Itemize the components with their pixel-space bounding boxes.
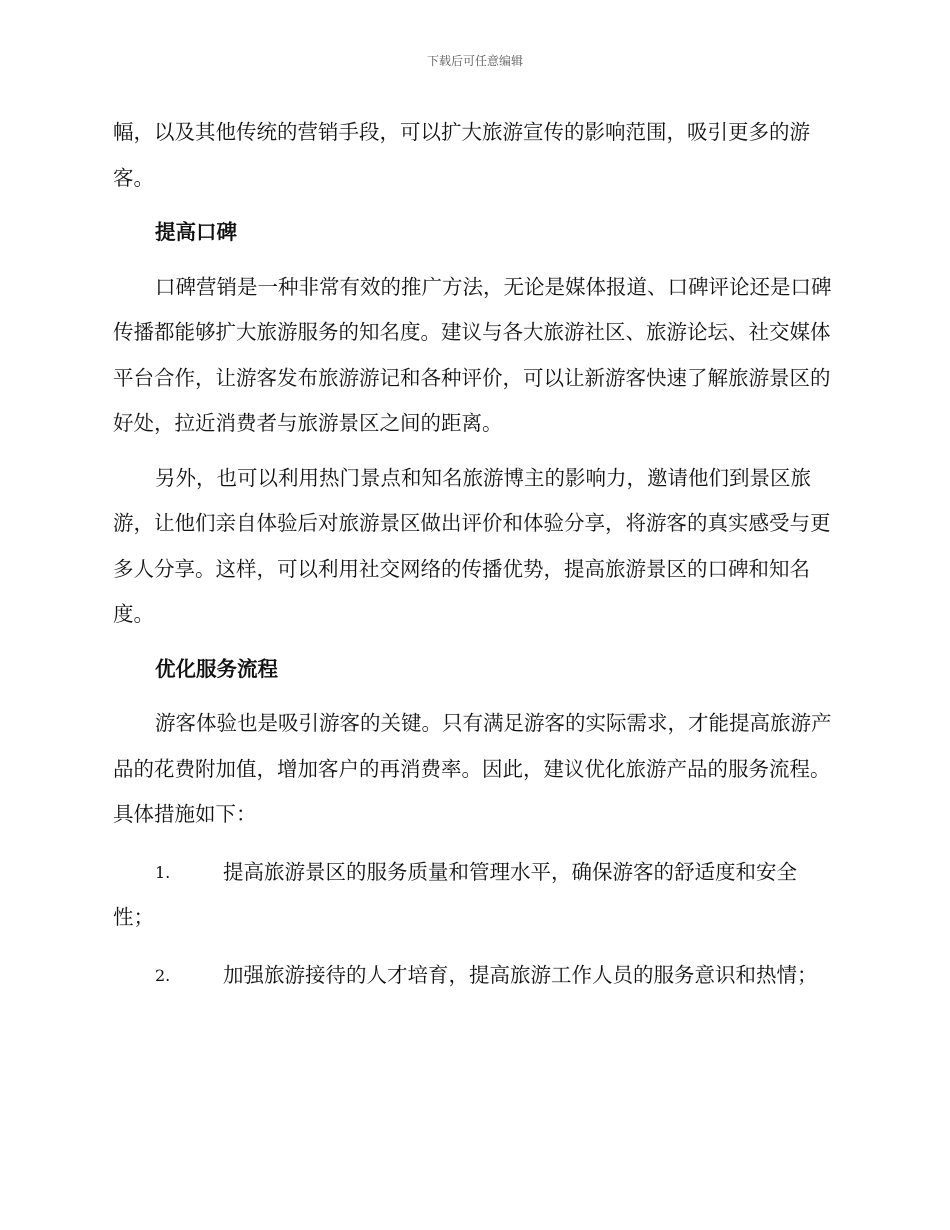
- list-number: 1.: [155, 862, 171, 882]
- section-heading: 优化服务流程: [155, 656, 278, 681]
- document-body: [113, 110, 835, 1010]
- paragraph: 口碑营销是一种非常有效的推广方法，无论是媒体报道、口碑评论还是口碑传播都能够扩大旅游服务的知名度。建议与各大旅游社区、旅游论坛、社交媒体平台合作，让游客发布旅游游记和各种评价，可以让新游客快速了解旅游景区的好处，拉近消费者与旅游景区之间的距离。: [113, 274, 832, 435]
- paragraph: 游客体验也是吸引游客的关键。只有满足游客的实际需求，才能提高旅游产品的花费附加值，增加客户的再消费率。因此，建议优化旅游产品的服务流程。具体措施如下：: [113, 711, 832, 826]
- list-number: 2.: [155, 965, 171, 985]
- list-item-text: 加强旅游接待的人才培育，提高旅游工作人员的服务意识和热情；: [223, 962, 818, 987]
- list-item-text: 提高旅游景区的服务质量和管理水平，确保游客的舒适度和安全性；: [113, 859, 797, 929]
- list-item: [113, 953, 835, 999]
- page-header: 下载后可任意编辑: [426, 54, 523, 68]
- section-heading: 提高口碑: [155, 220, 237, 244]
- paragraph: 另外，也可以利用热门景点和知名旅游博主的影响力，邀请他们到景区旅游，让他们亲自体验后对旅游景区做出评价和体验分享，将游客的真实感受与更多人分享。这样，可以利用社交网络的传播优势，提高旅游景区的口碑和知名度。: [113, 465, 831, 626]
- list-item: [113, 850, 835, 941]
- paragraph: 幅，以及其他传统的营销手段，可以扩大旅游宣传的影响范围，吸引更多的游客。: [113, 120, 810, 190]
